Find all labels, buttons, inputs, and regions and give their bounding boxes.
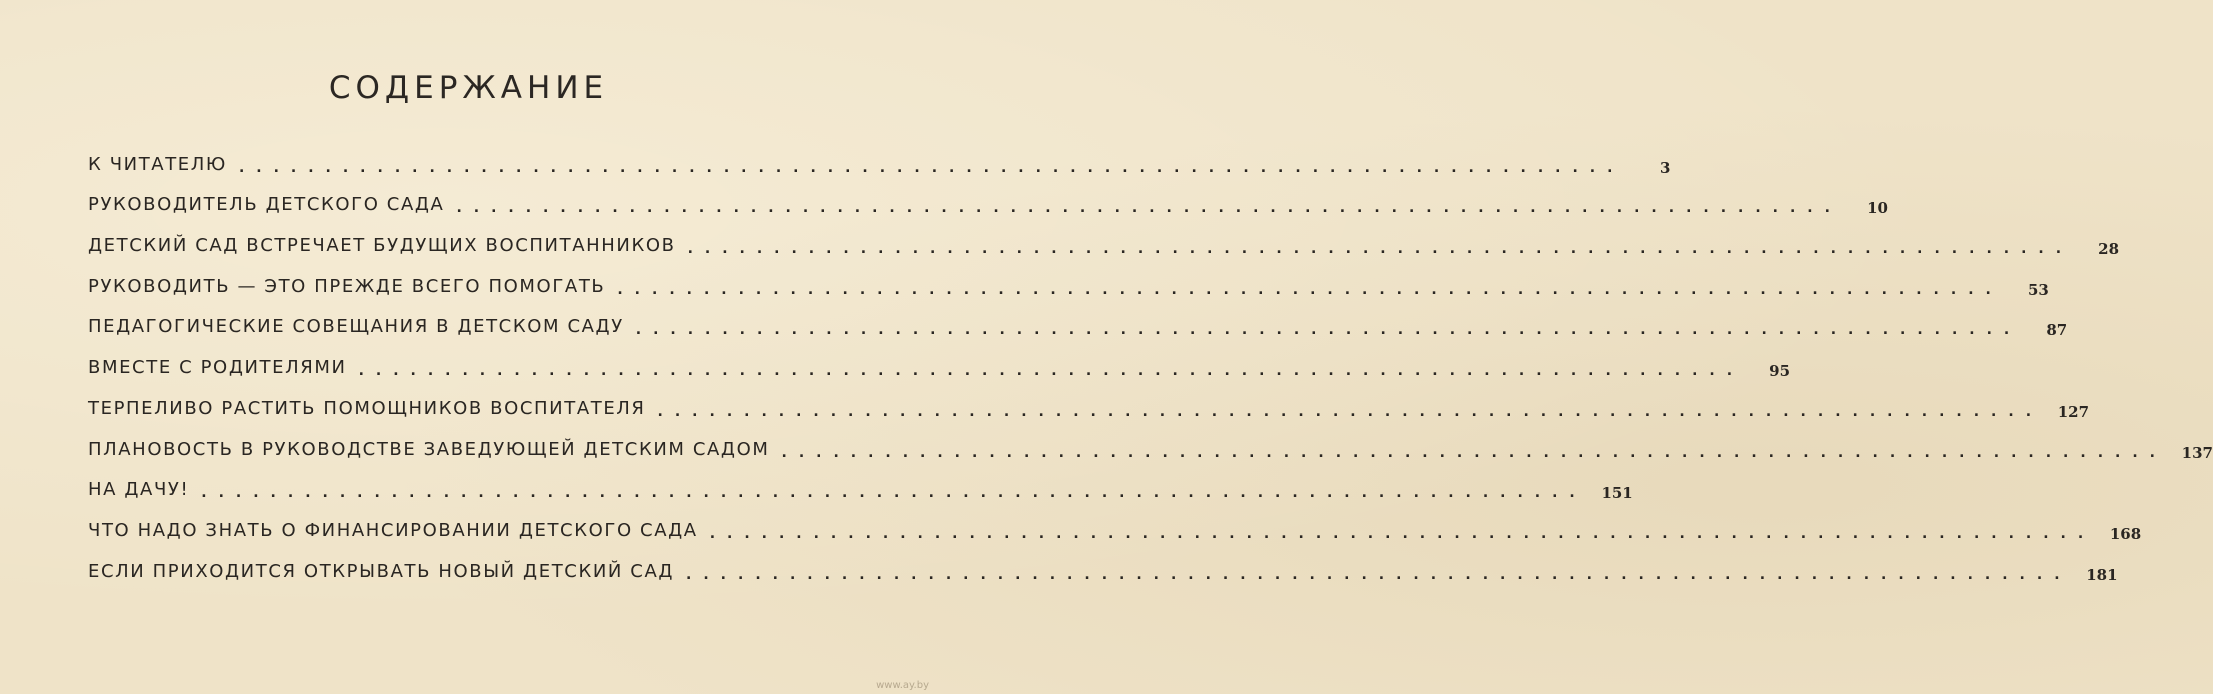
- toc-entry-title: ВМЕСТЕ С РОДИТЕЛЯМИ: [88, 357, 347, 379]
- toc-entry: [88, 140, 1671, 181]
- toc-entry: [88, 384, 2090, 425]
- toc-entry-title: РУКОВОДИТЕЛЬ ДЕТСКОГО САДА: [88, 194, 445, 216]
- toc-entry-title: К ЧИТАТЕЛЮ: [88, 153, 227, 175]
- toc-entry: [88, 303, 2068, 344]
- toc-entry-page: 53: [2027, 280, 2049, 299]
- toc-leader-dots: ................................................................................: [201, 485, 1587, 502]
- toc-leader-dots: ................................................................................: [709, 525, 2096, 542]
- toc-entry-page: 10: [1867, 199, 1888, 218]
- toc-leader-dots: ................................................................................: [617, 281, 2003, 298]
- toc-entry-title: ПЛАНОВОСТЬ В РУКОВОДСТВЕ ЗАВЕДУЮЩЕЙ ДЕТСКИМ САДОМ: [88, 438, 770, 460]
- toc-entry-page: 95: [1769, 362, 1791, 381]
- toc-entry-title: ДЕТСКИЙ САД ВСТРЕЧАЕТ БУДУЩИХ ВОСПИТАННИКОВ: [88, 235, 676, 257]
- table-of-contents: [88, 140, 2213, 588]
- toc-entry-title: ТЕРПЕЛИВО РАСТИТЬ ПОМОЩНИКОВ ВОСПИТАТЕЛЯ: [88, 397, 646, 419]
- toc-entry-page: 28: [2098, 240, 2120, 259]
- toc-entry-page: 3: [1659, 158, 1671, 177]
- toc-leader-dots: ................................................................................: [657, 403, 2044, 420]
- toc-entry-title: НА ДАЧУ!: [88, 479, 190, 501]
- toc-entry: [88, 181, 1888, 222]
- toc-entry: [88, 425, 2213, 466]
- toc-entry: [88, 506, 2142, 547]
- toc-entry-page: 151: [1601, 484, 1633, 503]
- toc-entry-title: ПЕДАГОГИЧЕСКИЕ СОВЕЩАНИЯ В ДЕТСКОМ САДУ: [88, 316, 624, 338]
- toc-entry: [88, 547, 2118, 588]
- toc-entry: [88, 343, 1791, 384]
- toc-entry-page: 127: [2057, 402, 2090, 421]
- toc-leader-dots: ................................................................................: [456, 200, 1842, 217]
- toc-entry: [88, 262, 2049, 303]
- toc-leader-dots: ................................................................................: [238, 159, 1625, 176]
- toc-leader-dots: ................................................................................: [358, 363, 1745, 380]
- toc-leader-dots: ................................................................................: [635, 322, 2022, 339]
- toc-entry: [88, 221, 2120, 262]
- site-watermark: www.ay.by: [876, 680, 929, 691]
- toc-leader-dots: ................................................................................: [687, 241, 2074, 258]
- toc-entry-page: 168: [2109, 524, 2142, 543]
- toc-entry-title: ЧТО НАДО ЗНАТЬ О ФИНАНСИРОВАНИИ ДЕТСКОГО САДА: [88, 519, 698, 541]
- toc-entry-title: ЕСЛИ ПРИХОДИТСЯ ОТКРЫВАТЬ НОВЫЙ ДЕТСКИЙ САД: [88, 560, 675, 582]
- toc-entry-title: РУКОВОДИТЬ — ЭТО ПРЕЖДЕ ВСЕГО ПОМОГАТЬ: [88, 275, 606, 297]
- toc-leader-dots: ................................................................................: [781, 444, 2167, 461]
- toc-entry: [88, 466, 1633, 507]
- toc-entry-page: 87: [2046, 321, 2068, 340]
- page-title: СОДЕРЖАНИЕ: [328, 70, 609, 106]
- toc-entry-page: 181: [2086, 565, 2118, 584]
- toc-leader-dots: ................................................................................: [686, 566, 2072, 583]
- toc-entry-page: 137: [2181, 443, 2213, 462]
